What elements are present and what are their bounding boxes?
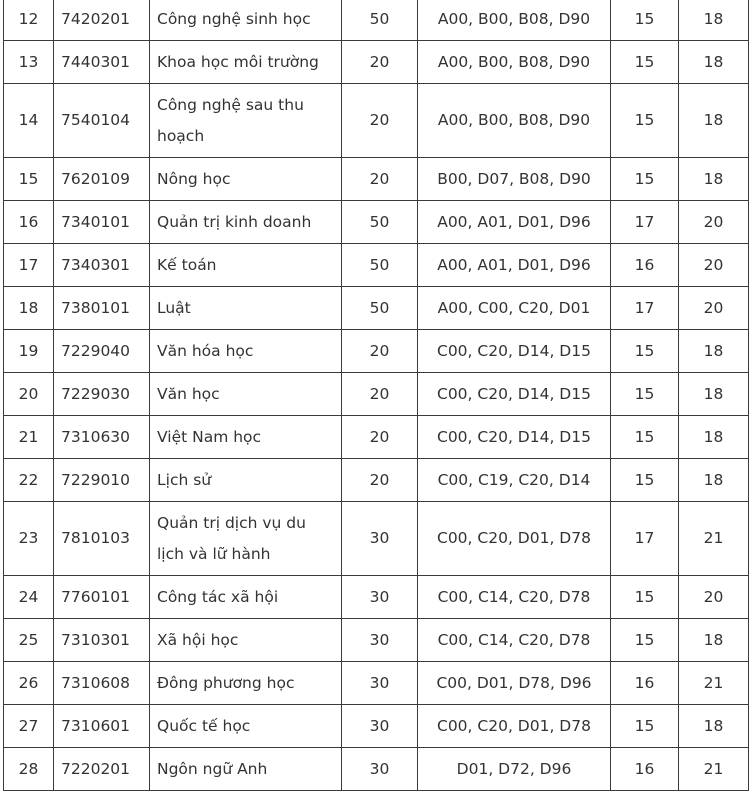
major-code: 7380101 — [54, 287, 150, 330]
major-code: 7310630 — [54, 416, 150, 459]
subject-combinations: C00, C14, C20, D78 — [418, 619, 611, 662]
major-name: Quản trị dịch vụ du lịch và lữ hành — [150, 502, 342, 576]
major-name: Quốc tế học — [150, 705, 342, 748]
major-name: Khoa học môi trường — [150, 41, 342, 84]
row-number: 14 — [4, 84, 54, 158]
score-1: 15 — [611, 705, 679, 748]
row-number: 23 — [4, 502, 54, 576]
score-2: 20 — [679, 201, 749, 244]
subject-combinations: D01, D72, D96 — [418, 748, 611, 791]
quota: 50 — [342, 0, 418, 41]
quota: 20 — [342, 373, 418, 416]
row-number: 28 — [4, 748, 54, 791]
table-row — [4, 41, 749, 84]
score-1: 15 — [611, 576, 679, 619]
table-row — [4, 158, 749, 201]
table-row — [4, 662, 749, 705]
subject-combinations: A00, C00, C20, D01 — [418, 287, 611, 330]
major-name: Nông học — [150, 158, 342, 201]
table-row — [4, 748, 749, 791]
major-name: Quản trị kinh doanh — [150, 201, 342, 244]
score-2: 21 — [679, 502, 749, 576]
major-name: Luật — [150, 287, 342, 330]
score-2: 18 — [679, 373, 749, 416]
major-name: Công nghệ sau thu hoạch — [150, 84, 342, 158]
major-name: Đông phương học — [150, 662, 342, 705]
quota: 20 — [342, 84, 418, 158]
quota: 30 — [342, 748, 418, 791]
table-row — [4, 502, 749, 576]
score-1: 15 — [611, 416, 679, 459]
score-2: 20 — [679, 287, 749, 330]
table-row — [4, 576, 749, 619]
major-name: Công tác xã hội — [150, 576, 342, 619]
row-number: 13 — [4, 41, 54, 84]
row-number: 27 — [4, 705, 54, 748]
subject-combinations: C00, C20, D01, D78 — [418, 502, 611, 576]
score-1: 15 — [611, 84, 679, 158]
subject-combinations: C00, C20, D01, D78 — [418, 705, 611, 748]
major-code: 7229030 — [54, 373, 150, 416]
score-2: 18 — [679, 0, 749, 41]
major-code: 7810103 — [54, 502, 150, 576]
score-2: 18 — [679, 84, 749, 158]
table-row — [4, 416, 749, 459]
major-code: 7220201 — [54, 748, 150, 791]
row-number: 22 — [4, 459, 54, 502]
major-name: Ngôn ngữ Anh — [150, 748, 342, 791]
row-number: 15 — [4, 158, 54, 201]
subject-combinations: A00, B00, B08, D90 — [418, 0, 611, 41]
score-2: 21 — [679, 748, 749, 791]
major-name: Xã hội học — [150, 619, 342, 662]
subject-combinations: A00, A01, D01, D96 — [418, 201, 611, 244]
major-name: Kế toán — [150, 244, 342, 287]
row-number: 20 — [4, 373, 54, 416]
score-2: 20 — [679, 576, 749, 619]
subject-combinations: A00, B00, B08, D90 — [418, 84, 611, 158]
table-row — [4, 705, 749, 748]
score-1: 17 — [611, 201, 679, 244]
quota: 20 — [342, 330, 418, 373]
score-1: 15 — [611, 459, 679, 502]
score-1: 16 — [611, 244, 679, 287]
major-code: 7440301 — [54, 41, 150, 84]
score-2: 18 — [679, 459, 749, 502]
score-1: 15 — [611, 619, 679, 662]
score-2: 21 — [679, 662, 749, 705]
subject-combinations: C00, C20, D14, D15 — [418, 373, 611, 416]
quota: 30 — [342, 619, 418, 662]
subject-combinations: C00, C20, D14, D15 — [418, 416, 611, 459]
row-number: 21 — [4, 416, 54, 459]
quota: 50 — [342, 287, 418, 330]
score-2: 18 — [679, 619, 749, 662]
table-row — [4, 244, 749, 287]
major-name: Văn hóa học — [150, 330, 342, 373]
score-1: 16 — [611, 748, 679, 791]
major-code: 7229010 — [54, 459, 150, 502]
subject-combinations: A00, B00, B08, D90 — [418, 41, 611, 84]
score-1: 15 — [611, 158, 679, 201]
row-number: 25 — [4, 619, 54, 662]
major-code: 7760101 — [54, 576, 150, 619]
subject-combinations: C00, D01, D78, D96 — [418, 662, 611, 705]
admissions-table — [3, 0, 749, 791]
major-code: 7540104 — [54, 84, 150, 158]
major-name: Công nghệ sinh học — [150, 0, 342, 41]
table-row — [4, 619, 749, 662]
table-body — [4, 0, 749, 791]
major-code: 7340301 — [54, 244, 150, 287]
major-name: Văn học — [150, 373, 342, 416]
major-code: 7310301 — [54, 619, 150, 662]
row-number: 24 — [4, 576, 54, 619]
score-2: 18 — [679, 158, 749, 201]
score-1: 16 — [611, 662, 679, 705]
table-row — [4, 330, 749, 373]
table-row — [4, 373, 749, 416]
table-row — [4, 201, 749, 244]
subject-combinations: C00, C20, D14, D15 — [418, 330, 611, 373]
quota: 50 — [342, 201, 418, 244]
major-code: 7310608 — [54, 662, 150, 705]
quota: 30 — [342, 662, 418, 705]
row-number: 19 — [4, 330, 54, 373]
quota: 30 — [342, 576, 418, 619]
major-code: 7310601 — [54, 705, 150, 748]
table-row — [4, 84, 749, 158]
quota: 20 — [342, 416, 418, 459]
major-code: 7340101 — [54, 201, 150, 244]
row-number: 26 — [4, 662, 54, 705]
major-name: Lịch sử — [150, 459, 342, 502]
score-1: 17 — [611, 287, 679, 330]
major-code: 7620109 — [54, 158, 150, 201]
score-2: 18 — [679, 705, 749, 748]
row-number: 18 — [4, 287, 54, 330]
table-row — [4, 287, 749, 330]
major-code: 7420201 — [54, 0, 150, 41]
score-1: 15 — [611, 373, 679, 416]
score-2: 18 — [679, 41, 749, 84]
subject-combinations: A00, A01, D01, D96 — [418, 244, 611, 287]
quota: 30 — [342, 502, 418, 576]
major-name: Việt Nam học — [150, 416, 342, 459]
score-2: 18 — [679, 330, 749, 373]
row-number: 16 — [4, 201, 54, 244]
subject-combinations: C00, C19, C20, D14 — [418, 459, 611, 502]
score-2: 20 — [679, 244, 749, 287]
score-1: 17 — [611, 502, 679, 576]
quota: 20 — [342, 41, 418, 84]
score-2: 18 — [679, 416, 749, 459]
subject-combinations: B00, D07, B08, D90 — [418, 158, 611, 201]
table-row — [4, 0, 749, 41]
row-number: 12 — [4, 0, 54, 41]
quota: 20 — [342, 158, 418, 201]
subject-combinations: C00, C14, C20, D78 — [418, 576, 611, 619]
score-1: 15 — [611, 330, 679, 373]
quota: 30 — [342, 705, 418, 748]
table-row — [4, 459, 749, 502]
row-number: 17 — [4, 244, 54, 287]
score-1: 15 — [611, 0, 679, 41]
score-1: 15 — [611, 41, 679, 84]
major-code: 7229040 — [54, 330, 150, 373]
quota: 20 — [342, 459, 418, 502]
quota: 50 — [342, 244, 418, 287]
